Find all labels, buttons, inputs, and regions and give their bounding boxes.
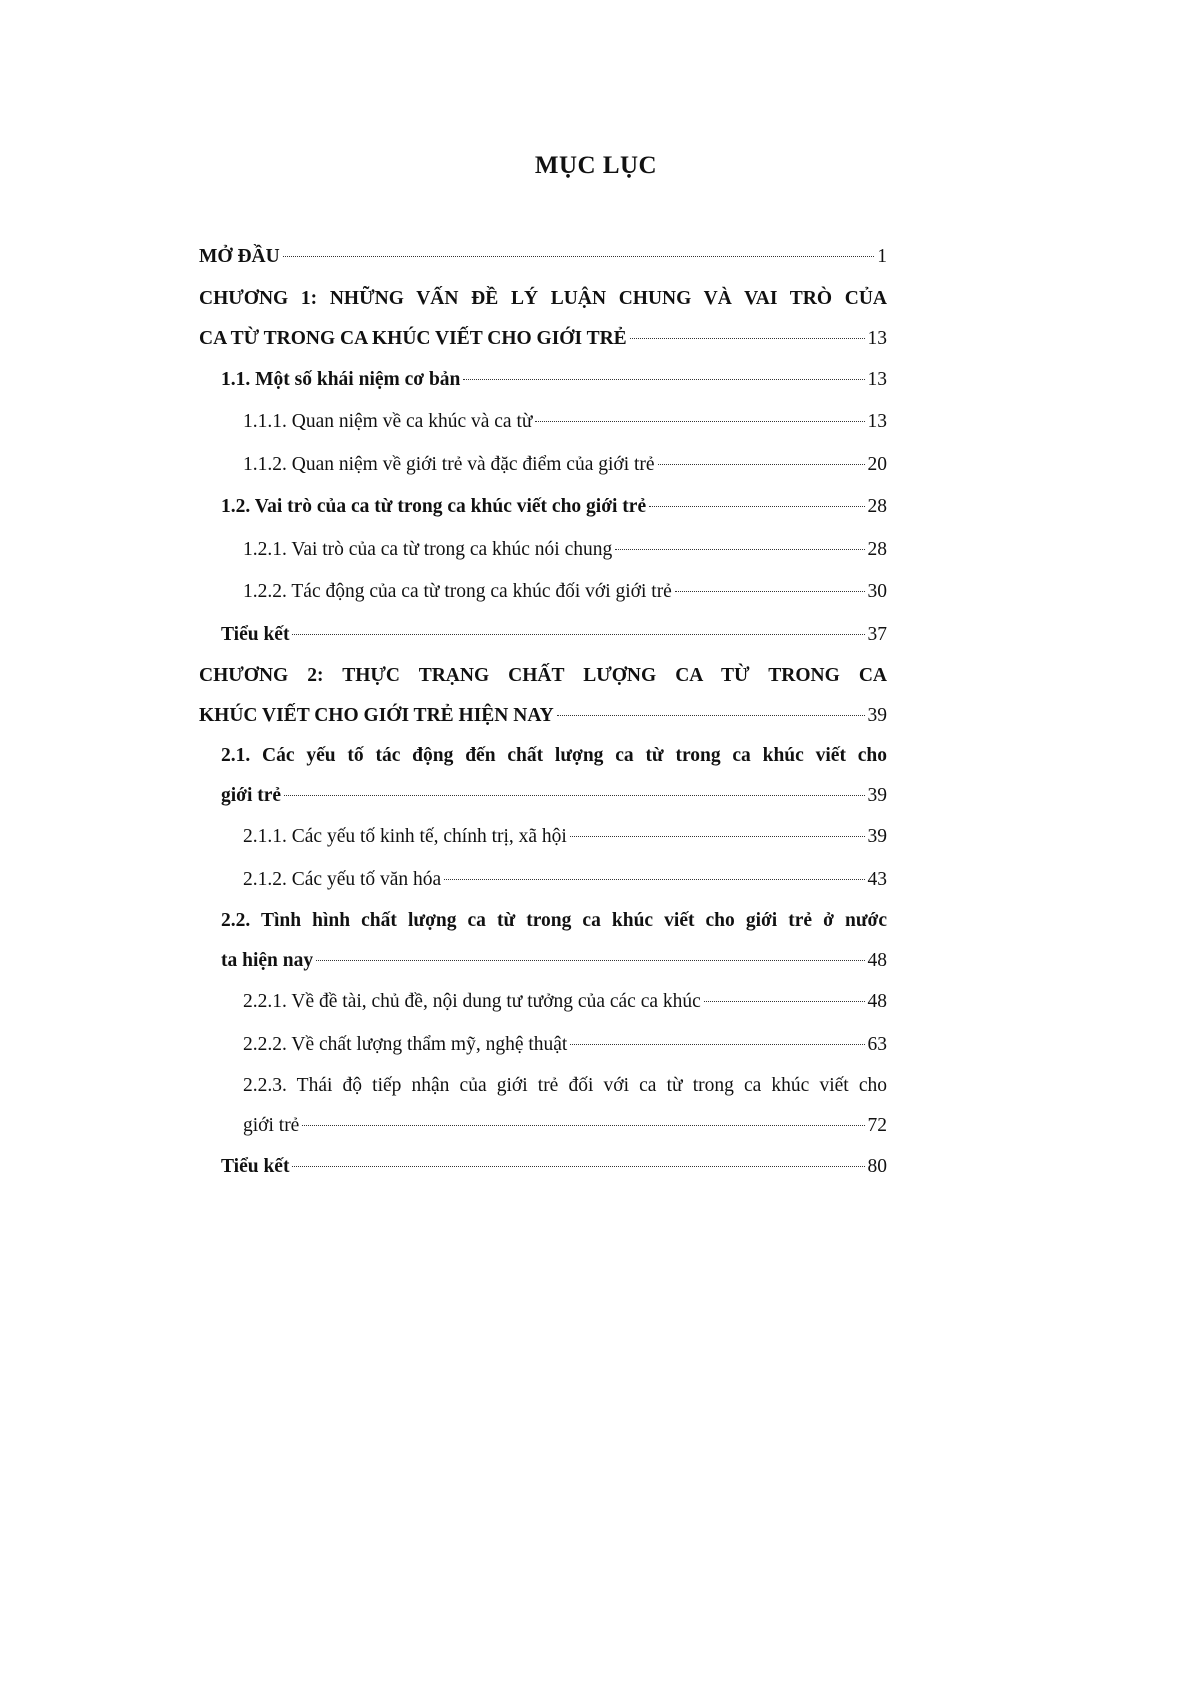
toc-entry-label: Tiểu kết <box>221 623 290 645</box>
toc-entry-label-line2: giới trẻ <box>243 1115 300 1136</box>
dot-leader <box>557 715 865 716</box>
toc-page-number: 48 <box>867 991 887 1012</box>
toc-entry-chapter-2[interactable] <box>199 656 887 736</box>
toc-entry-label: Tiểu kết <box>221 1156 290 1177</box>
table-of-contents <box>199 236 887 1189</box>
toc-entry-2-1-2[interactable] <box>199 859 887 902</box>
toc-entry-label-line1: CHƯƠNG 2: THỰC TRẠNG CHẤT LƯỢNG CA TỪ TRONG CA <box>199 665 887 686</box>
toc-entry-summary-2[interactable] <box>199 1146 887 1189</box>
toc-entry-label: 1.2.2. Tác động của ca từ trong ca khúc đối với giới trẻ <box>243 581 672 602</box>
dot-leader <box>284 795 864 796</box>
toc-page-number: 30 <box>867 581 887 602</box>
dot-leader <box>535 421 864 422</box>
toc-page-number: 39 <box>867 785 887 806</box>
toc-entry-1-2[interactable] <box>199 486 887 529</box>
toc-entry-label: 2.1.1. Các yếu tố kinh tế, chính trị, xã hội <box>243 826 567 847</box>
dot-leader <box>630 338 865 339</box>
toc-entry-label: 2.1.2. Các yếu tố văn hóa <box>243 868 442 890</box>
toc-page-number: 37 <box>867 623 887 645</box>
dot-leader <box>463 379 864 380</box>
toc-entry-label-line1: 2.1. Các yếu tố tác động đến chất lượng ca từ trong ca khúc viết cho <box>221 745 887 766</box>
toc-entry-label: MỞ ĐẦU <box>199 246 280 267</box>
toc-entry-2-1[interactable] <box>199 736 887 816</box>
toc-entry-label-line2: CA TỪ TRONG CA KHÚC VIẾT CHO GIỚI TRẺ <box>199 327 627 349</box>
toc-entry-label-line1: CHƯƠNG 1: NHỮNG VẤN ĐỀ LÝ LUẬN CHUNG VÀ VAI TRÒ CỦA <box>199 287 887 309</box>
dot-leader <box>704 1001 865 1002</box>
dot-leader <box>658 464 865 465</box>
toc-entry-label: 2.2.1. Về đề tài, chủ đề, nội dung tư tưởng của các ca khúc <box>243 991 701 1012</box>
dot-leader <box>675 591 865 592</box>
toc-page-number: 13 <box>867 327 887 349</box>
toc-entry-1-2-1[interactable] <box>199 529 887 572</box>
toc-entry-label-line1: 2.2. Tình hình chất lượng ca từ trong ca khúc viết cho giới trẻ ở nước <box>221 910 887 931</box>
toc-entry-2-2-3[interactable] <box>199 1066 887 1146</box>
dot-leader <box>302 1125 864 1126</box>
dot-leader <box>615 549 864 550</box>
toc-page-number: 48 <box>867 950 887 971</box>
dot-leader <box>649 506 864 507</box>
toc-entry-2-1-1[interactable] <box>199 816 887 859</box>
toc-entry-2-2[interactable] <box>199 901 887 981</box>
toc-entry-intro[interactable] <box>199 236 887 279</box>
toc-entry-1-1-2[interactable] <box>199 444 887 487</box>
toc-page-number: 43 <box>867 868 887 890</box>
toc-page-number: 63 <box>867 1033 887 1055</box>
dot-leader <box>316 960 864 961</box>
toc-page-number: 20 <box>867 453 887 475</box>
dot-leader <box>444 879 864 880</box>
toc-entry-2-2-1[interactable] <box>199 981 887 1024</box>
toc-entry-label: 1.2.1. Vai trò của ca từ trong ca khúc nói chung <box>243 538 613 560</box>
dot-leader <box>292 634 864 635</box>
toc-page-number: 28 <box>867 496 887 517</box>
toc-entry-label-line2: KHÚC VIẾT CHO GIỚI TRẺ HIỆN NAY <box>199 705 554 726</box>
toc-page-number: 80 <box>867 1156 887 1177</box>
toc-entry-label-line2: giới trẻ <box>221 785 282 806</box>
toc-entry-2-2-2[interactable] <box>199 1024 887 1067</box>
toc-page-number: 39 <box>867 705 887 726</box>
toc-entry-1-2-2[interactable] <box>199 571 887 614</box>
toc-page-number: 1 <box>877 246 887 267</box>
toc-page-number: 13 <box>867 368 887 390</box>
toc-entry-chapter-1[interactable] <box>199 279 887 359</box>
toc-entry-label: 1.1.2. Quan niệm về giới trẻ và đặc điểm của giới trẻ <box>243 453 655 475</box>
toc-entry-label: 1.1. Một số khái niệm cơ bản <box>221 368 461 390</box>
toc-entry-summary-1[interactable] <box>199 614 887 657</box>
toc-page-number: 39 <box>867 826 887 847</box>
page-title: MỤC LỤC <box>534 152 658 179</box>
toc-page-number: 72 <box>867 1115 887 1136</box>
toc-entry-label-line2: ta hiện nay <box>221 950 314 971</box>
dot-leader <box>570 836 865 837</box>
toc-entry-label: 1.1.1. Quan niệm về ca khúc và ca từ <box>243 411 533 432</box>
toc-entry-1-1-1[interactable] <box>199 401 887 444</box>
toc-entry-1-1[interactable] <box>199 359 887 402</box>
toc-entry-label: 1.2. Vai trò của ca từ trong ca khúc viết cho giới trẻ <box>221 496 647 517</box>
dot-leader <box>292 1166 864 1167</box>
toc-entry-label-line1: 2.2.3. Thái độ tiếp nhận của giới trẻ đối với ca từ trong ca khúc viết cho <box>243 1075 887 1096</box>
toc-entry-label: 2.2.2. Về chất lượng thẩm mỹ, nghệ thuật <box>243 1033 568 1055</box>
toc-page-number: 28 <box>867 538 887 560</box>
toc-page-number: 13 <box>867 411 887 432</box>
dot-leader <box>570 1044 864 1045</box>
dot-leader <box>283 256 875 257</box>
